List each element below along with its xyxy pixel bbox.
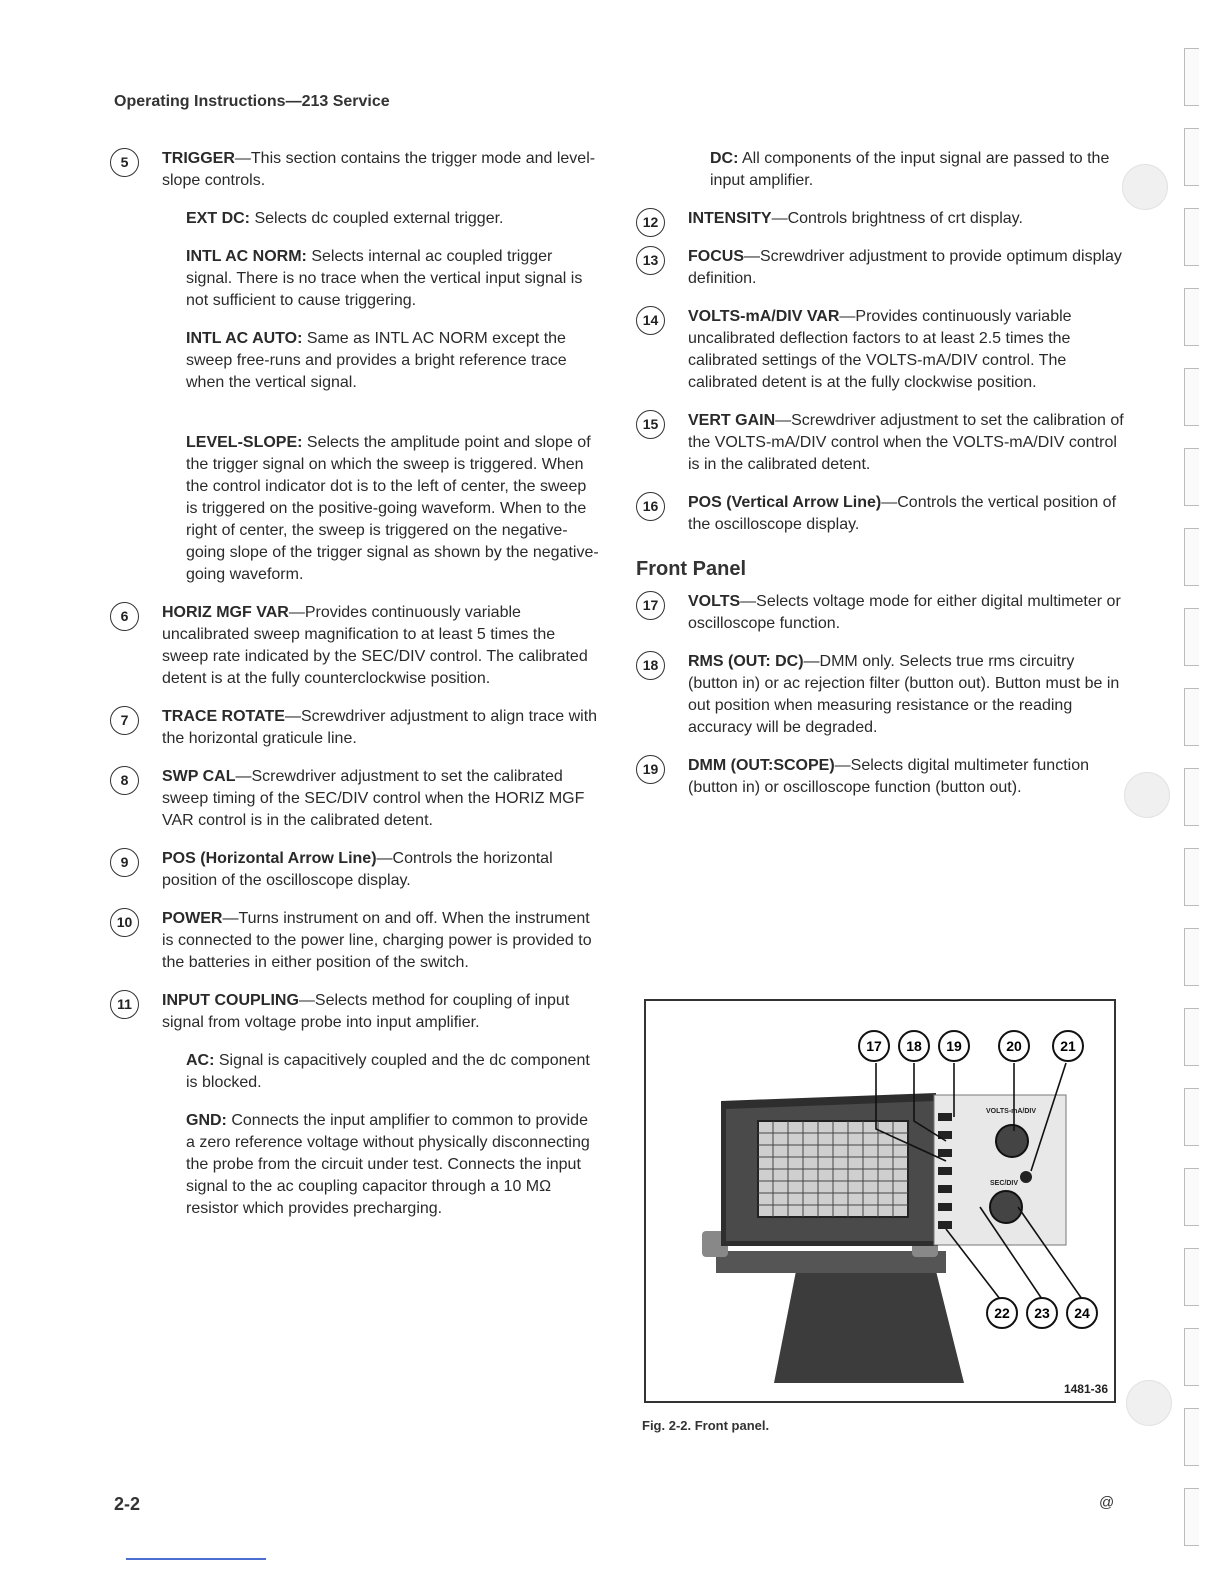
callout-number: 14 [636, 306, 665, 335]
sub-text: Connects the input amplifier to common to provide a zero reference voltage without physically disconnecting the probe from the circuit under test. Connects the input signal to the ac coupling capacitor through a 10 MΩ resistor which provides precharging. [186, 1112, 590, 1217]
figure-caption: Fig. 2-2. Front panel. [642, 1418, 770, 1433]
callout-21-label: 21 [1060, 1038, 1076, 1054]
item-term: VOLTS [688, 593, 741, 610]
callout-23-label: 23 [1034, 1305, 1050, 1321]
item-term: TRACE ROTATE [162, 708, 285, 725]
page-number: 2-2 [114, 1494, 141, 1514]
sub-level-slope [110, 432, 600, 586]
item-7 [110, 706, 600, 750]
callout-number: 10 [110, 908, 139, 937]
sub-term: GND: [186, 1112, 227, 1129]
callout-18-label: 18 [906, 1038, 922, 1054]
item-text: —Screwdriver adjustment to align trace with the horizontal graticule line. [162, 708, 598, 747]
front-panel-illustration [646, 1001, 1114, 1401]
binder-tab [1184, 1248, 1199, 1306]
callouts-bottom [987, 1298, 1097, 1328]
item-13 [636, 246, 1126, 290]
binder-tab [1184, 448, 1199, 506]
callout-number: 15 [636, 410, 665, 439]
item-text: —Controls the horizontal position of the oscilloscope display. [162, 850, 553, 889]
item-term: DMM (OUT:SCOPE) [688, 757, 835, 774]
sub-ac [110, 1050, 600, 1094]
item-17 [636, 591, 1126, 635]
sub-text: Selects the amplitude point and slope of the trigger signal on which the sweep is triggered. When the control indicator dot is to the left of center, the sweep is triggered on the positive-going waveform. When to the right of center, the sweep is triggered on the negative-going slope of the trigger signal as shown by the negative-going waveform. [186, 434, 599, 583]
item-11 [110, 990, 600, 1034]
binder-tab [1184, 288, 1199, 346]
sub-term: INTL AC NORM: [186, 248, 307, 265]
sub-ext-dc [110, 208, 600, 230]
item-term: INPUT COUPLING [162, 992, 299, 1009]
binder-tab [1184, 928, 1199, 986]
left-column [110, 148, 600, 1236]
binder-tab [1184, 1088, 1199, 1146]
binder-tab [1184, 368, 1199, 426]
binder-tab [1184, 608, 1199, 666]
callout-number: 7 [110, 706, 139, 735]
item-14 [636, 306, 1126, 394]
item-text: —Provides continuously variable uncalibrated sweep magnification to at least 5 times the sweep rate indicated by the SEC/DIV control. The calibrated detent is at the fully counterclockwise position. [162, 604, 588, 687]
callout-number: 9 [110, 848, 139, 877]
item-19 [636, 755, 1126, 799]
sec-div-label: SEC/DIV [990, 1180, 1019, 1187]
sub-dc [636, 148, 1126, 192]
copyright-mark: @ [1099, 1494, 1115, 1511]
stand-base [774, 1271, 964, 1383]
item-term: RMS (OUT: DC) [688, 653, 804, 670]
item-5 [110, 148, 600, 192]
sub-term: AC: [186, 1052, 215, 1069]
item-term: POS (Horizontal Arrow Line) [162, 850, 377, 867]
item-term: POS (Vertical Arrow Line) [688, 494, 882, 511]
callout-number: 6 [110, 602, 139, 631]
stand-bracket [716, 1251, 946, 1273]
sub-text: Selects internal ac coupled trigger signal. There is no trace when the vertical input signal is not sufficient to cause triggering. [186, 248, 583, 309]
binder-tab [1184, 1408, 1199, 1466]
callout-number: 11 [110, 990, 139, 1019]
sub-intl-ac-auto [110, 328, 600, 394]
item-term: INTENSITY [688, 210, 772, 227]
sub-term: EXT DC: [186, 210, 250, 227]
binder-tab [1184, 528, 1199, 586]
binder-tab [1184, 688, 1199, 746]
item-term: POWER [162, 910, 223, 927]
sub-text: Selects dc coupled external trigger. [250, 210, 504, 227]
callout-number: 16 [636, 492, 665, 521]
binder-tab [1184, 1488, 1199, 1546]
callout-22-label: 22 [994, 1305, 1010, 1321]
binder-tab [1184, 128, 1199, 186]
sub-text: Same as INTL AC NORM except the sweep free-runs and provides a bright reference trace when the vertical signal. [186, 330, 567, 391]
photo-id: 1481-36 [1063, 1382, 1108, 1396]
sub-term: INTL AC AUTO: [186, 330, 303, 347]
punch-hole [1126, 1380, 1172, 1426]
item-text: —Screwdriver adjustment to set the calibration of the VOLTS-mA/DIV control when the VOLTS-mA/DIV control is in the calibrated detent. [688, 412, 1124, 473]
sub-gnd [110, 1110, 600, 1220]
item-term: VOLTS-mA/DIV VAR [688, 308, 840, 325]
sub-text: All components of the input signal are passed to the input amplifier. [710, 150, 1110, 189]
right-column [636, 148, 1126, 815]
callout-number: 12 [636, 208, 665, 237]
punch-hole [1124, 772, 1170, 818]
callout-number: 5 [110, 148, 139, 177]
binder-tab [1184, 48, 1199, 106]
item-term: HORIZ MGF VAR [162, 604, 289, 621]
item-12 [636, 208, 1126, 230]
item-text: —Provides continuously variable uncalibrated deflection factors to at least 2.5 times the calibrated settings of the VOLTS-mA/DIV control. The calibrated detent is at the fully clockwise position. [688, 308, 1072, 391]
item-16 [636, 492, 1126, 536]
binder-tab [1184, 1008, 1199, 1066]
item-text: —Screwdriver adjustment to provide optimum display definition. [688, 248, 1122, 287]
binder-tab [1184, 208, 1199, 266]
callout-20-label: 20 [1006, 1038, 1022, 1054]
item-text: —This section contains the trigger mode and level-slope controls. [162, 150, 596, 189]
item-text: —DMM only. Selects true rms circuitry (button in) or ac rejection filter (button out). Button must be in out position when measuring resistance or the reading accuracy will be degraded. [688, 653, 1120, 736]
callout-number: 17 [636, 591, 665, 620]
volts-div-knob [996, 1125, 1028, 1157]
binder-tab [1184, 768, 1199, 826]
callout-number: 18 [636, 651, 665, 680]
item-8 [110, 766, 600, 832]
callout-19-label: 19 [946, 1038, 962, 1054]
item-6 [110, 602, 600, 690]
callout-number: 19 [636, 755, 665, 784]
item-text: —Screwdriver adjustment to set the calibrated sweep timing of the SEC/DIV control when the HORIZ MGF VAR control is in the calibrated detent. [162, 768, 585, 829]
item-term: VERT GAIN [688, 412, 776, 429]
binder-tab [1184, 848, 1199, 906]
callout-number: 8 [110, 766, 139, 795]
binder-tab [1184, 1328, 1199, 1386]
volts-div-label: VOLTS-mA/DIV [986, 1108, 1037, 1115]
sub-term: LEVEL-SLOPE: [186, 434, 303, 451]
item-term: FOCUS [688, 248, 744, 265]
item-10 [110, 908, 600, 974]
section-title: Front Panel [636, 558, 747, 580]
binder-tab [1184, 1168, 1199, 1226]
sub-intl-ac-norm [110, 246, 600, 312]
item-text: —Controls brightness of crt display. [771, 210, 1023, 227]
var-knob [1020, 1171, 1032, 1183]
front-panel-figure [644, 999, 1116, 1403]
running-header: Operating Instructions—213 Service [114, 93, 390, 110]
item-term: TRIGGER [162, 150, 235, 167]
punch-hole [1122, 164, 1168, 210]
item-term: SWP CAL [162, 768, 236, 785]
bottom-rule [126, 1558, 266, 1560]
item-text: —Selects digital multimeter function (button in) or oscilloscope function (button out). [688, 757, 1089, 796]
item-text: —Turns instrument on and off. When the instrument is connected to the power line, charging power is provided to the batteries in either position of the switch. [162, 910, 592, 971]
item-18 [636, 651, 1126, 739]
callout-17-label: 17 [866, 1038, 882, 1054]
item-9 [110, 848, 600, 892]
callouts-top [859, 1031, 1083, 1061]
item-text: —Controls the vertical position of the oscilloscope display. [688, 494, 1117, 533]
sec-div-knob [990, 1191, 1022, 1223]
item-text: —Selects voltage mode for either digital multimeter or oscilloscope function. [688, 593, 1121, 632]
item-text: —Selects method for coupling of input signal from voltage probe into input amplifier. [162, 992, 570, 1031]
callout-number: 13 [636, 246, 665, 275]
item-15 [636, 410, 1126, 476]
sub-term: DC: [710, 150, 739, 167]
callout-24-label: 24 [1074, 1305, 1090, 1321]
sub-text: Signal is capacitively coupled and the dc component is blocked. [186, 1052, 590, 1091]
